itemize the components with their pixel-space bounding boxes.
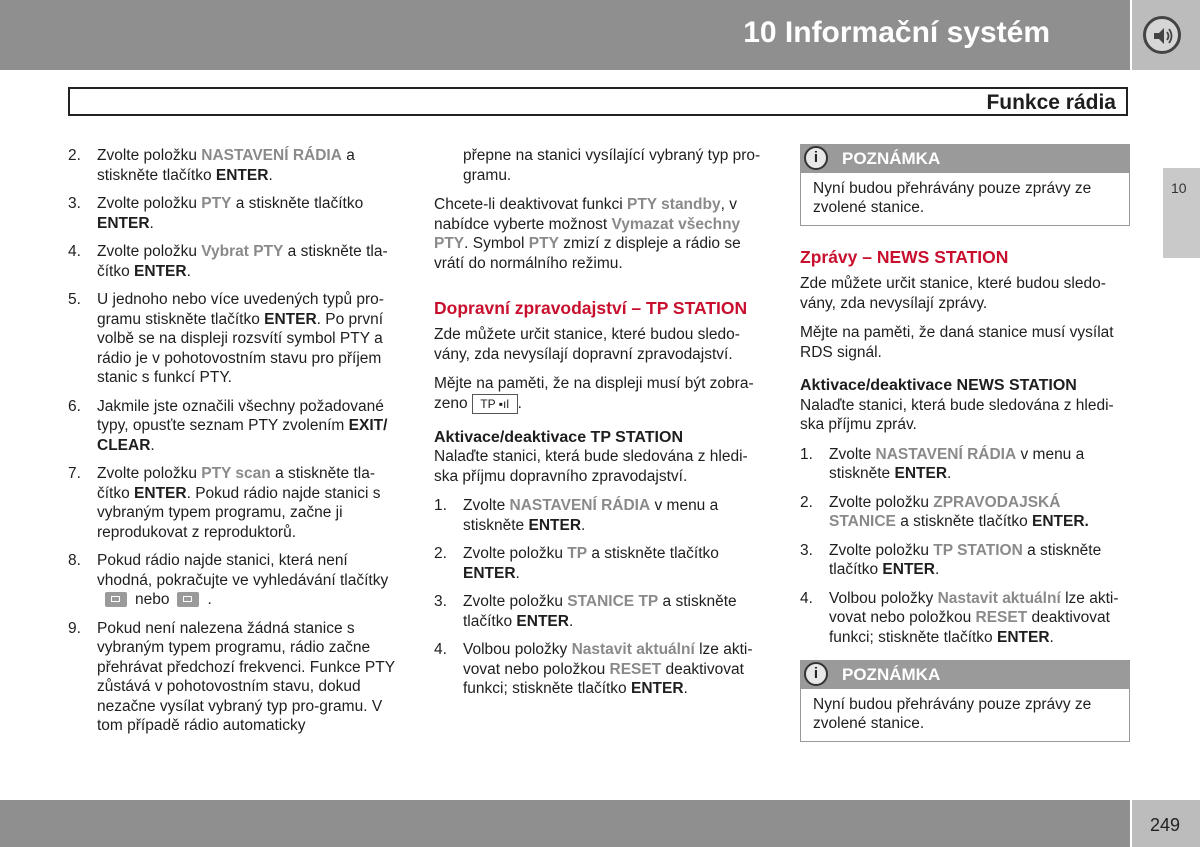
list-item: 2. Zvolte položku TP a stiskněte tlačítko ENTER. — [434, 545, 719, 582]
list-item: 5. U jednoho nebo více uvedených typů pro-gramu stiskněte tlačítko ENTER. Po první volbě se na displeji rozsvítí symbol PTY a rádio je v pohotovostním stavu pro příjem stanic s funkcí PTY. — [68, 291, 384, 386]
info-icon: i — [804, 662, 828, 686]
list-item: 4. Volbou položky Nastavit aktuální lze akti-vovat nebo položkou RESET deaktivovat funkci; stiskněte tlačítko ENTER. — [434, 641, 753, 697]
tp-paragraph-3: Nalaďte stanici, která bude sledována z hledi-ska příjmu dopravního zpravodajství. — [434, 448, 748, 485]
news-subheading: Aktivace/deaktivace NEWS STATION — [800, 377, 1077, 394]
chapter-title: 10 Informační systém — [743, 16, 1050, 49]
tp-paragraph-2: Mějte na paměti, že na displeji musí být zobra-zeno TP ▪ıl . — [434, 375, 754, 412]
deactivate-paragraph: Chcete-li deaktivovat funkci PTY standby, v nabídce vyberte možnost Vymazat všechny PTY. Symbol PTY zmizí z displeje a rádio se vrátí do normálního režimu. — [434, 196, 741, 272]
note-box — [800, 144, 1130, 226]
list-item: 6. Jakmile jste označili všechny požadované typy, opusťte seznam PTY zvolením EXIT/ CLEAR. — [68, 397, 388, 454]
note-text: Nyní budou přehrávány pouze zprávy ze zvolené stanice. — [813, 696, 1092, 732]
column-3 — [800, 246, 1130, 656]
tp-subheading: Aktivace/deaktivace TP STATION — [434, 428, 683, 446]
list-item: 2. Zvolte položku NASTAVENÍ RÁDIA a stiskněte tlačítko ENTER. — [68, 147, 355, 184]
list-item: 1. Zvolte NASTAVENÍ RÁDIA v menu a stiskněte ENTER. — [434, 497, 719, 534]
news-heading: Zprávy – NEWS STATION — [800, 247, 1009, 267]
section-bar — [68, 87, 1128, 116]
note-text: Nyní budou přehrávány pouze zprávy ze zvolené stanice. — [813, 180, 1092, 216]
seek-back-icon — [105, 592, 127, 607]
info-icon: i — [804, 146, 828, 170]
column-1 — [68, 146, 403, 745]
chapter-header — [0, 0, 1130, 70]
page-footer — [0, 800, 1130, 847]
note-box — [800, 660, 1130, 742]
news-paragraph-3: Nalaďte stanici, která bude sledována z hledi-ska příjmu zpráv. — [800, 396, 1114, 433]
tp-symbol-icon: TP ▪ıl — [472, 394, 518, 414]
speaker-icon — [1143, 16, 1181, 54]
note-title: POZNÁMKA — [842, 665, 941, 684]
tp-paragraph-1: Zde můžete určit stanice, které budou sledo-vány, zda nevysílají dopravní zpravodajství. — [434, 326, 740, 363]
chapter-side-tab — [1163, 168, 1200, 258]
page-number: 249 — [1150, 815, 1181, 835]
note-title: POZNÁMKA — [842, 149, 941, 168]
section-title: Funkce rádia — [986, 91, 1116, 114]
list-item: 3. Zvolte položku TP STATION a stiskněte tlačítko ENTER. — [800, 541, 1102, 578]
list-item: 8. Pokud rádio najde stanici, která není vhodná, pokračujte ve vyhledávání tlačítky nebo . — [68, 552, 389, 608]
list-item: 9. Pokud není nalezena žádná stanice s vybraným typem programu, rádio začne přehrávat předchozí frekvenci. Funkce PTY zůstává v pohotovostním stavu, dokud nezačne vysílat vybraný typ pro-gramu. V tom případě rádio automaticky — [68, 619, 395, 734]
side-tab-label: 10 — [1171, 180, 1187, 196]
list-item: 3. Zvolte položku STANICE TP a stiskněte tlačítko ENTER. — [434, 593, 737, 630]
continued-text: přepne na stanici vysílající vybraný typ pro-gramu. — [463, 147, 761, 184]
list-item: 2. Zvolte položku ZPRAVODAJSKÁ STANICE a stiskněte tlačítko ENTER. — [800, 493, 1089, 530]
list-item: 3. Zvolte položku PTY a stiskněte tlačítko ENTER. — [68, 195, 364, 232]
news-paragraph-2: Mějte na paměti, že daná stanice musí vysílat RDS signál. — [800, 324, 1114, 361]
list-item: 4. Zvolte položku Vybrat PTY a stiskněte tla-čítko ENTER. — [68, 243, 388, 280]
seek-forward-icon — [177, 592, 199, 607]
tp-heading: Dopravní zpravodajství – TP STATION — [434, 298, 748, 318]
news-paragraph-1: Zde můžete určit stanice, které budou sledo-vány, zda nevysílají zprávy. — [800, 275, 1106, 312]
list-item: 7. Zvolte položku PTY scan a stiskněte tla-čítko ENTER. Pokud rádio najde stanici s vybraným typem programu, začne ji reprodukovat z reproduktorů. — [68, 465, 381, 541]
column-2 — [434, 146, 769, 708]
list-item: 1. Zvolte NASTAVENÍ RÁDIA v menu a stiskněte ENTER. — [800, 445, 1085, 482]
list-item: 4. Volbou položky Nastavit aktuální lze akti-vovat nebo položkou RESET deaktivovat funkci; stiskněte tlačítko ENTER. — [800, 589, 1119, 646]
page-number-box — [1132, 800, 1200, 847]
